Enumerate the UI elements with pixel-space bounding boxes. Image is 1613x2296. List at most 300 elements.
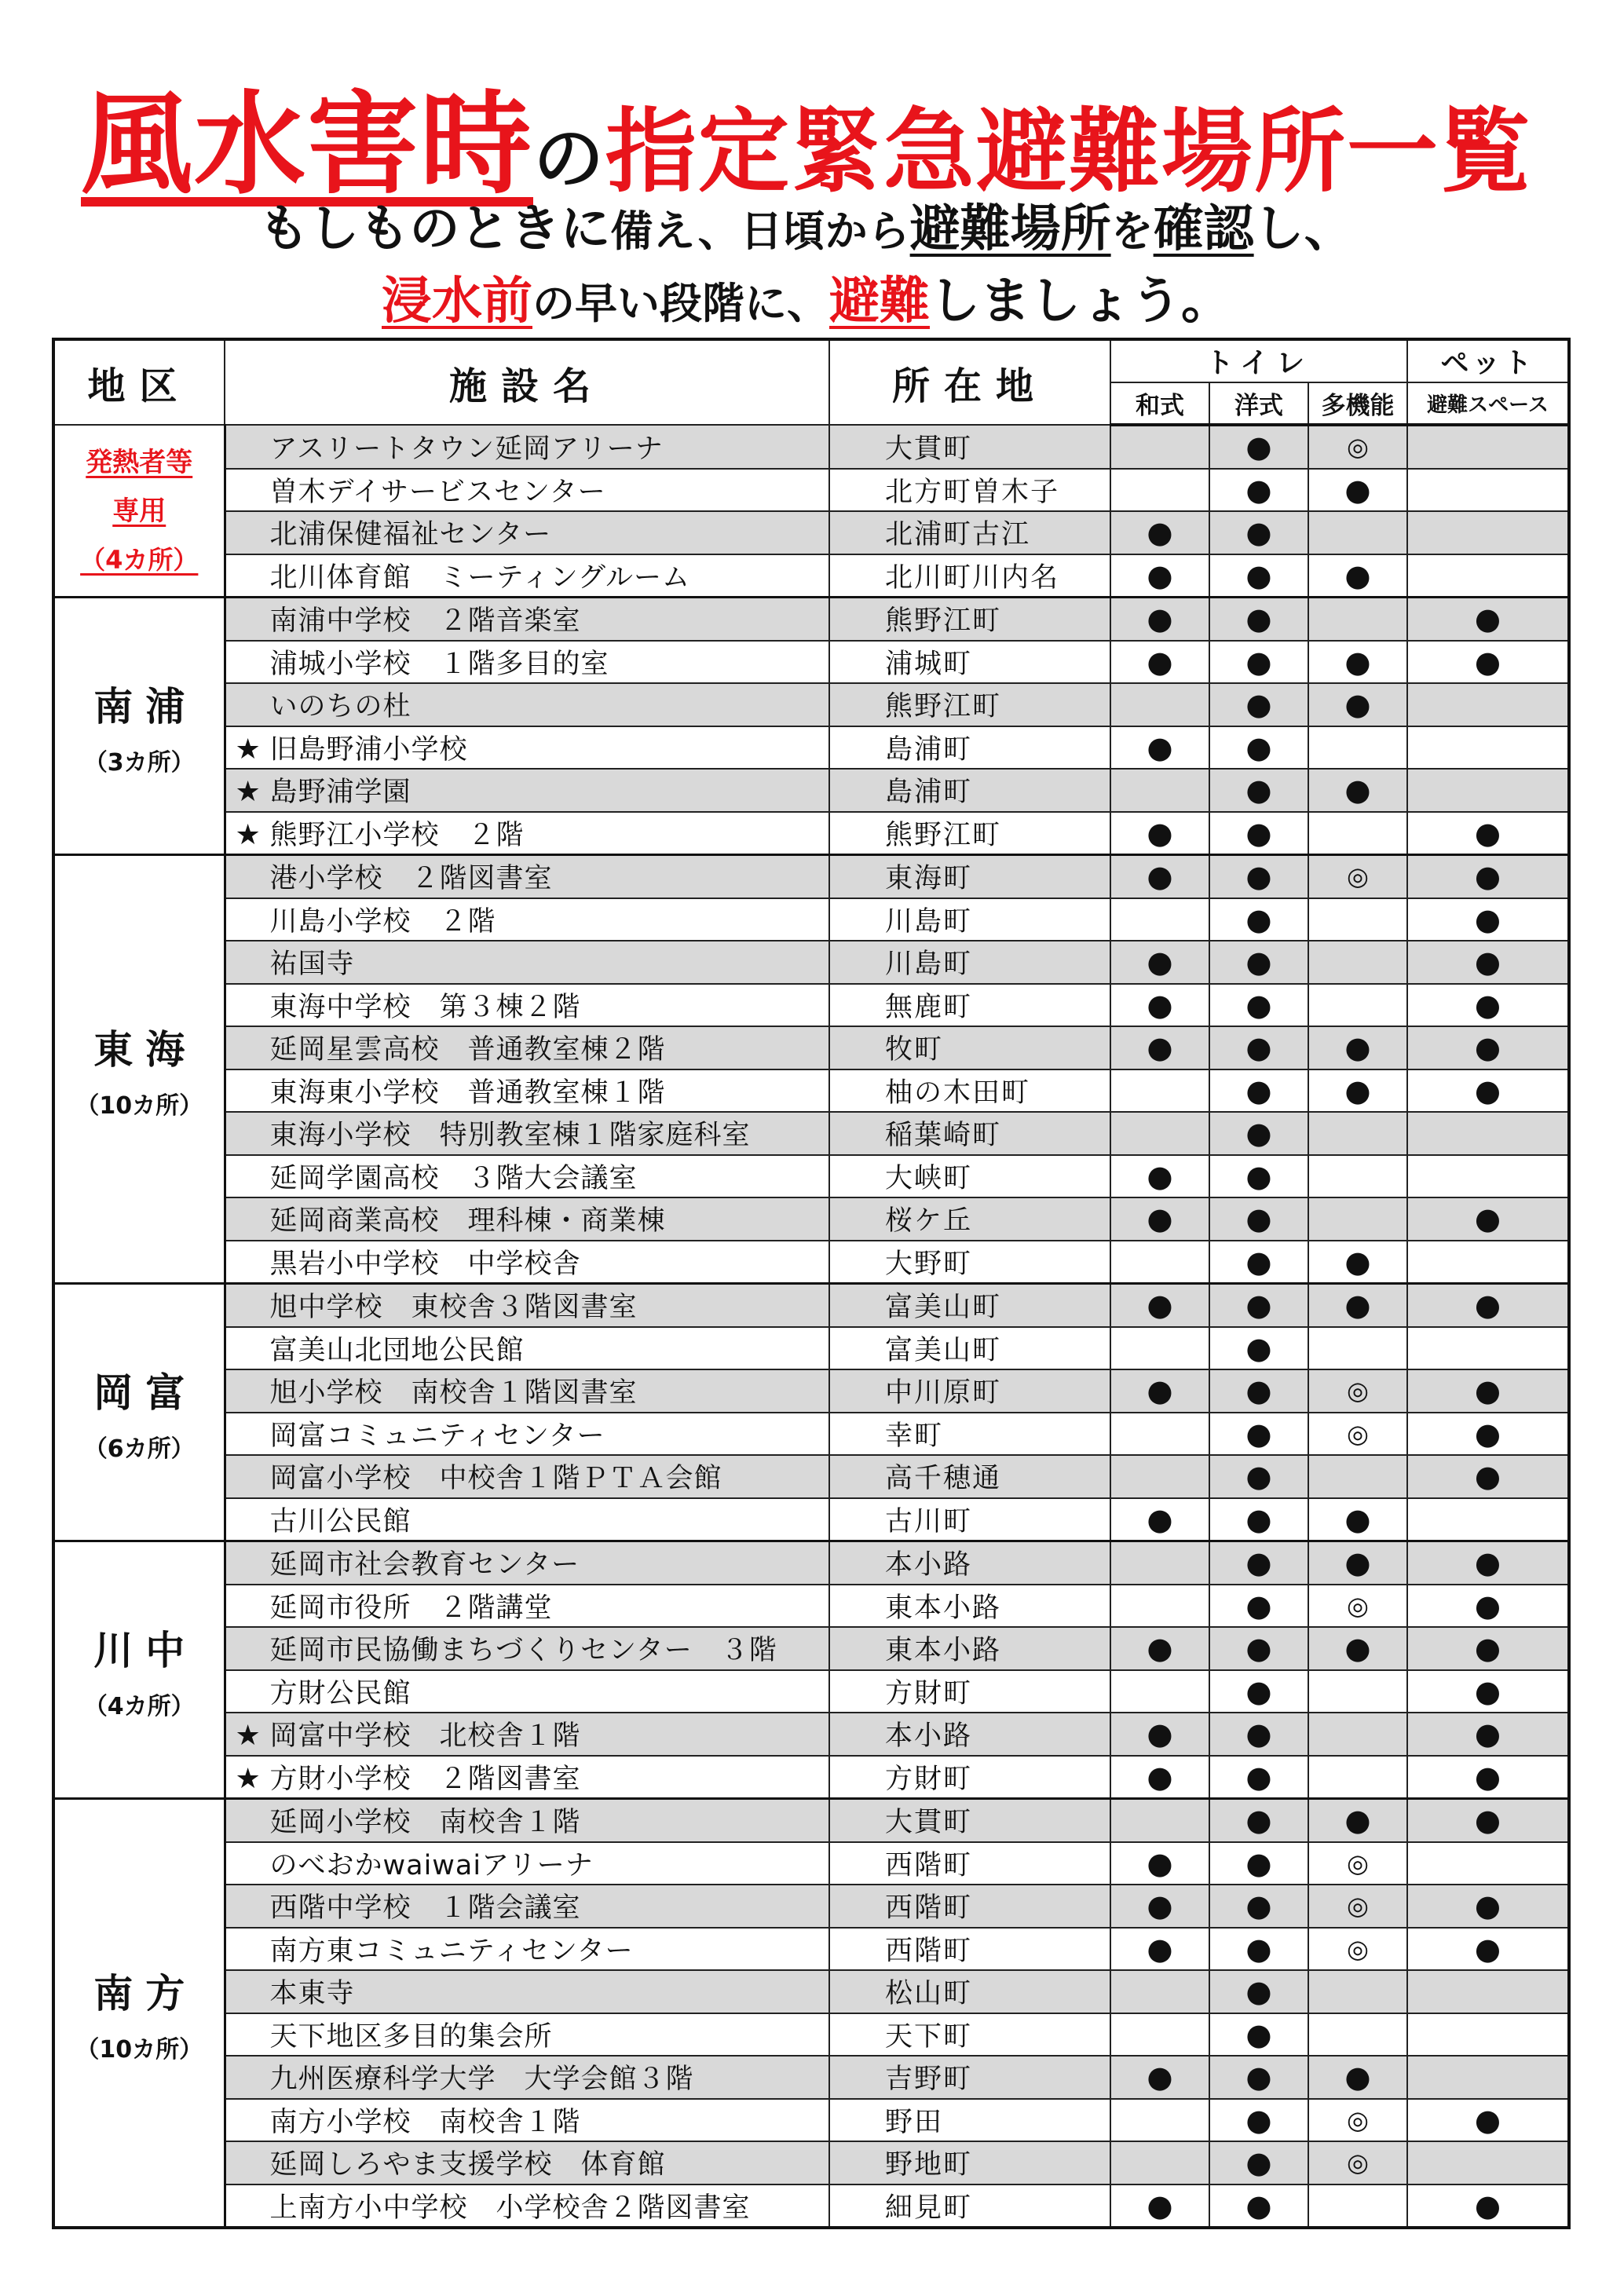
pet-space-mark <box>1407 1970 1569 2013</box>
facility-cell <box>225 1413 829 1456</box>
facility-name: 南浦中学校 ２階音楽室 <box>269 605 581 638</box>
subtitle-segment: 備え、日頃から <box>610 207 910 256</box>
washiki-mark: ● <box>1110 2056 1209 2099</box>
star-icon: ★ <box>235 1762 262 1795</box>
pet-space-mark <box>1407 1155 1569 1198</box>
yoshiki-mark: ● <box>1209 2099 1308 2142</box>
pet-space-mark: ● <box>1407 1413 1569 1456</box>
facility-cell <box>225 1627 829 1670</box>
area-count: （4カ所） <box>83 1692 195 1720</box>
pet-space-mark <box>1407 1241 1569 1284</box>
facility-cell <box>225 1197 829 1241</box>
facility-name: 上南方小中学校 小学校舎２階図書室 <box>269 2192 751 2224</box>
takinou-mark: ◎ <box>1308 425 1407 469</box>
washiki-mark <box>1110 1799 1209 1842</box>
facility-cell <box>225 511 829 554</box>
washiki-mark: ● <box>1110 941 1209 984</box>
washiki-mark: ● <box>1110 1284 1209 1327</box>
pet-space-mark <box>1407 511 1569 554</box>
table-row <box>53 769 1569 812</box>
yoshiki-mark: ● <box>1209 598 1308 641</box>
pet-space-mark: ● <box>1407 984 1569 1027</box>
location-cell: 幸町 <box>829 1413 1110 1456</box>
table-row <box>53 1284 1569 1327</box>
takinou-mark <box>1308 1756 1407 1799</box>
facility-name: 北川体育館 ミーティングルーム <box>269 561 690 594</box>
yoshiki-mark: ● <box>1209 1197 1308 1241</box>
yoshiki-mark: ● <box>1209 855 1308 898</box>
facility-cell <box>225 1541 829 1585</box>
pet-space-mark: ● <box>1407 598 1569 641</box>
star-icon: ★ <box>235 776 262 809</box>
table-row <box>53 2056 1569 2099</box>
washiki-mark: ● <box>1110 855 1209 898</box>
facility-name: 東海東小学校 普通教室棟１階 <box>269 1077 666 1109</box>
yoshiki-mark: ● <box>1209 425 1308 469</box>
facility-cell <box>225 554 829 598</box>
table-row <box>53 1112 1569 1155</box>
subtitle-line-2 <box>0 261 1613 333</box>
yoshiki-mark: ● <box>1209 2056 1308 2099</box>
washiki-mark <box>1110 1455 1209 1498</box>
header-pet: ペット <box>1407 339 1569 382</box>
pet-space-mark: ● <box>1407 1585 1569 1628</box>
facility-cell <box>225 598 829 641</box>
facility-name: 延岡しろやま支援学校 体育館 <box>269 2149 666 2181</box>
takinou-mark: ● <box>1308 1541 1407 1585</box>
facility-cell <box>225 1498 829 1541</box>
yoshiki-mark: ● <box>1209 511 1308 554</box>
pet-space-mark <box>1407 2013 1569 2057</box>
yoshiki-mark: ● <box>1209 1498 1308 1541</box>
yoshiki-mark: ● <box>1209 1026 1308 1069</box>
area-cell <box>53 1541 225 1799</box>
special-area-label: 発熱者等 <box>86 446 193 478</box>
yoshiki-mark: ● <box>1209 941 1308 984</box>
location-cell: 西階町 <box>829 1842 1110 1885</box>
takinou-mark: ◎ <box>1308 2141 1407 2184</box>
facility-cell <box>225 683 829 726</box>
table-row <box>53 1069 1569 1113</box>
washiki-mark: ● <box>1110 511 1209 554</box>
takinou-mark: ◎ <box>1308 1885 1407 1928</box>
facility-name: 黒岩小中学校 中学校舎 <box>269 1248 581 1280</box>
facility-cell <box>225 1585 829 1628</box>
table-row <box>53 1498 1569 1541</box>
washiki-mark: ● <box>1110 2184 1209 2228</box>
table-row <box>53 726 1569 770</box>
pet-space-mark <box>1407 1327 1569 1370</box>
takinou-mark <box>1308 2013 1407 2057</box>
washiki-mark: ● <box>1110 1713 1209 1756</box>
facility-cell <box>225 1455 829 1498</box>
table-row <box>53 511 1569 554</box>
facility-cell <box>225 1970 829 2013</box>
yoshiki-mark: ● <box>1209 1799 1308 1842</box>
takinou-mark <box>1308 1155 1407 1198</box>
subtitle-segment: しましょう。 <box>930 272 1231 331</box>
facility-cell <box>225 1327 829 1370</box>
takinou-mark: ◎ <box>1308 1413 1407 1456</box>
washiki-mark: ● <box>1110 1369 1209 1413</box>
takinou-mark: ● <box>1308 1799 1407 1842</box>
shelter-table <box>52 338 1571 2229</box>
takinou-mark: ● <box>1308 1026 1407 1069</box>
yoshiki-mark: ● <box>1209 1112 1308 1155</box>
pet-space-mark: ● <box>1407 1713 1569 1756</box>
facility-name: 延岡小学校 南校舎１階 <box>269 1807 581 1839</box>
facility-name: 浦城小学校 １階多目的室 <box>269 648 609 680</box>
yoshiki-mark: ● <box>1209 2184 1308 2228</box>
yoshiki-mark: ● <box>1209 1455 1308 1498</box>
table-row <box>53 469 1569 512</box>
table-row <box>53 855 1569 898</box>
area-cell <box>53 598 225 855</box>
facility-name: 岡富小学校 中校舎１階ＰＴＡ会館 <box>269 1463 722 1495</box>
washiki-mark: ● <box>1110 1928 1209 1971</box>
facility-name: 西階中学校 １階会議室 <box>269 1892 581 1925</box>
table-row <box>53 1413 1569 1456</box>
location-cell: 大峡町 <box>829 1155 1110 1198</box>
location-cell: 西階町 <box>829 1885 1110 1928</box>
location-cell: 高千穂通 <box>829 1455 1110 1498</box>
washiki-mark: ● <box>1110 1155 1209 1198</box>
table-row <box>53 1799 1569 1842</box>
facility-cell <box>225 1155 829 1198</box>
area-cell <box>53 425 225 598</box>
facility-cell <box>225 2013 829 2057</box>
washiki-mark <box>1110 1069 1209 1113</box>
facility-cell <box>225 898 829 941</box>
facility-name: いのちの杜 <box>269 691 411 723</box>
yoshiki-mark: ● <box>1209 1069 1308 1113</box>
title-particle: の <box>533 118 605 200</box>
location-cell: 富美山町 <box>829 1327 1110 1370</box>
pet-space-mark <box>1407 726 1569 770</box>
yoshiki-mark: ● <box>1209 1842 1308 1885</box>
table-row <box>53 2141 1569 2184</box>
washiki-mark: ● <box>1110 984 1209 1027</box>
facility-name: 方財小学校 ２階図書室 <box>269 1763 581 1795</box>
facility-cell <box>225 1799 829 1842</box>
area-cell <box>53 1799 225 2228</box>
table-row <box>53 1455 1569 1498</box>
yoshiki-mark: ● <box>1209 726 1308 770</box>
takinou-mark <box>1308 1455 1407 1498</box>
location-cell: 富美山町 <box>829 1284 1110 1327</box>
facility-cell <box>225 1928 829 1971</box>
pet-space-mark <box>1407 2056 1569 2099</box>
takinou-mark <box>1308 2184 1407 2228</box>
header-pet-space: 避難スペース <box>1407 382 1569 426</box>
pet-space-mark <box>1407 2141 1569 2184</box>
facility-name: 本東寺 <box>269 1978 355 2010</box>
facility-name: 曽木デイサービスセンター <box>269 476 606 508</box>
takinou-mark <box>1308 941 1407 984</box>
takinou-mark: ● <box>1308 2056 1407 2099</box>
takinou-mark <box>1308 1112 1407 1155</box>
yoshiki-mark: ● <box>1209 1284 1308 1327</box>
location-cell: 北川町川内名 <box>829 554 1110 598</box>
star-icon: ★ <box>235 818 262 851</box>
yoshiki-mark: ● <box>1209 683 1308 726</box>
table-row <box>53 1241 1569 1284</box>
pet-space-mark: ● <box>1407 1928 1569 1971</box>
takinou-mark <box>1308 1670 1407 1713</box>
location-cell: 牧町 <box>829 1026 1110 1069</box>
location-cell: 天下町 <box>829 2013 1110 2057</box>
washiki-mark: ● <box>1110 641 1209 684</box>
yoshiki-mark: ● <box>1209 1585 1308 1628</box>
pet-space-mark: ● <box>1407 1541 1569 1585</box>
takinou-mark <box>1308 1713 1407 1756</box>
facility-cell <box>225 425 829 469</box>
washiki-mark <box>1110 1670 1209 1713</box>
facility-cell <box>225 469 829 512</box>
washiki-mark: ● <box>1110 1842 1209 1885</box>
facility-name: 旧島野浦小学校 <box>269 733 468 766</box>
table-row <box>53 812 1569 855</box>
pet-space-mark: ● <box>1407 1799 1569 1842</box>
table-row <box>53 2184 1569 2228</box>
yoshiki-mark: ● <box>1209 1413 1308 1456</box>
area-name: 南浦 <box>93 683 198 729</box>
washiki-mark: ● <box>1110 1197 1209 1241</box>
table-row <box>53 1842 1569 1885</box>
location-cell: 細見町 <box>829 2184 1110 2228</box>
facility-cell <box>225 855 829 898</box>
takinou-mark <box>1308 511 1407 554</box>
yoshiki-mark: ● <box>1209 1541 1308 1585</box>
yoshiki-mark: ● <box>1209 1627 1308 1670</box>
facility-name: 祐国寺 <box>269 949 355 981</box>
facility-name: 東海小学校 特別教室棟１階家庭科室 <box>269 1120 751 1152</box>
header-washiki: 和式 <box>1110 382 1209 426</box>
table-row <box>53 554 1569 598</box>
facility-cell <box>225 1756 829 1799</box>
header-yoshiki: 洋式 <box>1209 382 1308 426</box>
washiki-mark <box>1110 469 1209 512</box>
yoshiki-mark: ● <box>1209 984 1308 1027</box>
table-row <box>53 941 1569 984</box>
facility-cell <box>225 726 829 770</box>
table-body <box>53 425 1569 2228</box>
location-cell: 熊野江町 <box>829 598 1110 641</box>
washiki-mark <box>1110 1541 1209 1585</box>
facility-name: 南方東コミュニティセンター <box>269 1935 634 1967</box>
facility-name: 方財公民館 <box>269 1677 411 1709</box>
washiki-mark <box>1110 898 1209 941</box>
facility-name: 島野浦学園 <box>269 777 411 809</box>
table-row <box>53 1756 1569 1799</box>
table-row <box>53 1713 1569 1756</box>
facility-name: 延岡学園高校 ３階大会議室 <box>269 1162 638 1194</box>
takinou-mark <box>1308 812 1407 855</box>
facility-cell <box>225 1069 829 1113</box>
table-row <box>53 1541 1569 1585</box>
takinou-mark: ◎ <box>1308 2099 1407 2142</box>
location-cell: 古川町 <box>829 1498 1110 1541</box>
special-area-label: （4カ所） <box>80 544 199 575</box>
yoshiki-mark: ● <box>1209 812 1308 855</box>
location-cell: 東海町 <box>829 855 1110 898</box>
takinou-mark: ● <box>1308 1241 1407 1284</box>
washiki-mark: ● <box>1110 726 1209 770</box>
table-row <box>53 2099 1569 2142</box>
facility-name: アスリートタウン延岡アリーナ <box>269 433 664 465</box>
yoshiki-mark: ● <box>1209 1885 1308 1928</box>
area-count: （6カ所） <box>83 1435 195 1463</box>
facility-cell <box>225 1670 829 1713</box>
facility-name: 延岡市社会教育センター <box>269 1549 580 1581</box>
location-cell: 熊野江町 <box>829 683 1110 726</box>
facility-name: 延岡市民協働まちづくりセンター ３階 <box>269 1635 777 1667</box>
washiki-mark <box>1110 683 1209 726</box>
takinou-mark <box>1308 1970 1407 2013</box>
yoshiki-mark: ● <box>1209 554 1308 598</box>
pet-space-mark <box>1407 469 1569 512</box>
washiki-mark <box>1110 425 1209 469</box>
table-row <box>53 1585 1569 1628</box>
facility-name: 南方小学校 南校舎１階 <box>269 2106 581 2138</box>
pet-space-mark: ● <box>1407 1627 1569 1670</box>
takinou-mark: ◎ <box>1308 855 1407 898</box>
washiki-mark: ● <box>1110 1756 1209 1799</box>
yoshiki-mark: ● <box>1209 1670 1308 1713</box>
area-name: 東海 <box>93 1026 198 1073</box>
header-area: 地区 <box>53 339 225 425</box>
subtitle-segment: 確認 <box>1153 200 1254 258</box>
facility-cell <box>225 812 829 855</box>
facility-cell <box>225 2141 829 2184</box>
pet-space-mark: ● <box>1407 2099 1569 2142</box>
pet-space-mark: ● <box>1407 2184 1569 2228</box>
washiki-mark <box>1110 1413 1209 1456</box>
facility-cell <box>225 1842 829 1885</box>
pet-space-mark: ● <box>1407 1026 1569 1069</box>
pet-space-mark <box>1407 554 1569 598</box>
facility-name: 古川公民館 <box>269 1505 411 1537</box>
facility-name: 北浦保健福祉センター <box>269 519 552 551</box>
location-cell: 島浦町 <box>829 769 1110 812</box>
subtitle-segment: 避難場所 <box>909 200 1111 258</box>
area-name: 川中 <box>93 1627 198 1673</box>
pet-space-mark: ● <box>1407 898 1569 941</box>
table-row <box>53 1197 1569 1241</box>
location-cell: 柚の木田町 <box>829 1069 1110 1113</box>
header-toilet: トイレ <box>1110 339 1407 382</box>
facility-cell <box>225 1241 829 1284</box>
area-count: （3カ所） <box>83 748 195 777</box>
yoshiki-mark: ● <box>1209 1928 1308 1971</box>
location-cell: 川島町 <box>829 898 1110 941</box>
pet-space-mark: ● <box>1407 1756 1569 1799</box>
table-row <box>53 1928 1569 1971</box>
table-row <box>53 598 1569 641</box>
location-cell: 北方町曽木子 <box>829 469 1110 512</box>
pet-space-mark <box>1407 1112 1569 1155</box>
location-cell: 稲葉崎町 <box>829 1112 1110 1155</box>
pet-space-mark: ● <box>1407 1670 1569 1713</box>
yoshiki-mark: ● <box>1209 898 1308 941</box>
location-cell: 桜ケ丘 <box>829 1197 1110 1241</box>
takinou-mark: ● <box>1308 683 1407 726</box>
header-takinou: 多機能 <box>1308 382 1407 426</box>
table-row <box>53 1026 1569 1069</box>
location-cell: 西階町 <box>829 1928 1110 1971</box>
facility-cell <box>225 2099 829 2142</box>
facility-name: 旭中学校 東校舎３階図書室 <box>269 1292 638 1324</box>
facility-cell <box>225 1369 829 1413</box>
takinou-mark: ◎ <box>1308 1842 1407 1885</box>
yoshiki-mark: ● <box>1209 1155 1308 1198</box>
facility-cell <box>225 984 829 1027</box>
pet-space-mark: ● <box>1407 1197 1569 1241</box>
takinou-mark: ◎ <box>1308 1585 1407 1628</box>
location-cell: 東本小路 <box>829 1627 1110 1670</box>
facility-name: 東海中学校 第３棟２階 <box>269 991 581 1023</box>
takinou-mark: ● <box>1308 1627 1407 1670</box>
washiki-mark <box>1110 1970 1209 2013</box>
facility-name: 熊野江小学校 ２階 <box>269 819 525 851</box>
area-name: 岡富 <box>93 1369 198 1416</box>
takinou-mark: ● <box>1308 769 1407 812</box>
location-cell: 東本小路 <box>829 1585 1110 1628</box>
star-icon: ★ <box>235 1720 262 1753</box>
yoshiki-mark: ● <box>1209 1756 1308 1799</box>
takinou-mark: ◎ <box>1308 1369 1407 1413</box>
takinou-mark <box>1308 984 1407 1027</box>
location-cell: 松山町 <box>829 1970 1110 2013</box>
location-cell: 川島町 <box>829 941 1110 984</box>
table-row <box>53 984 1569 1027</box>
pet-space-mark: ● <box>1407 855 1569 898</box>
location-cell: 北浦町古江 <box>829 511 1110 554</box>
pet-space-mark: ● <box>1407 641 1569 684</box>
table-row <box>53 683 1569 726</box>
pet-space-mark <box>1407 425 1569 469</box>
subtitle-segment: し、 <box>1253 200 1355 258</box>
table-row <box>53 425 1569 469</box>
facility-cell <box>225 1885 829 1928</box>
pet-space-mark: ● <box>1407 1885 1569 1928</box>
takinou-mark <box>1308 1197 1407 1241</box>
takinou-mark: ● <box>1308 1498 1407 1541</box>
location-cell: 野田 <box>829 2099 1110 2142</box>
washiki-mark <box>1110 769 1209 812</box>
yoshiki-mark: ● <box>1209 469 1308 512</box>
washiki-mark: ● <box>1110 1026 1209 1069</box>
table-row <box>53 1369 1569 1413</box>
facility-name: 富美山北団地公民館 <box>269 1334 525 1366</box>
washiki-mark: ● <box>1110 598 1209 641</box>
pet-space-mark: ● <box>1407 812 1569 855</box>
table-row <box>53 898 1569 941</box>
pet-space-mark <box>1407 769 1569 812</box>
location-cell: 浦城町 <box>829 641 1110 684</box>
washiki-mark: ● <box>1110 812 1209 855</box>
facility-name: 延岡市役所 ２階講堂 <box>269 1592 553 1624</box>
washiki-mark <box>1110 1112 1209 1155</box>
facility-name: 岡富中学校 北校舎１階 <box>269 1720 581 1753</box>
takinou-mark <box>1308 898 1407 941</box>
pet-space-mark: ● <box>1407 1369 1569 1413</box>
location-cell: 熊野江町 <box>829 812 1110 855</box>
washiki-mark <box>1110 1241 1209 1284</box>
takinou-mark: ● <box>1308 641 1407 684</box>
takinou-mark: ● <box>1308 1069 1407 1113</box>
pet-space-mark: ● <box>1407 1284 1569 1327</box>
